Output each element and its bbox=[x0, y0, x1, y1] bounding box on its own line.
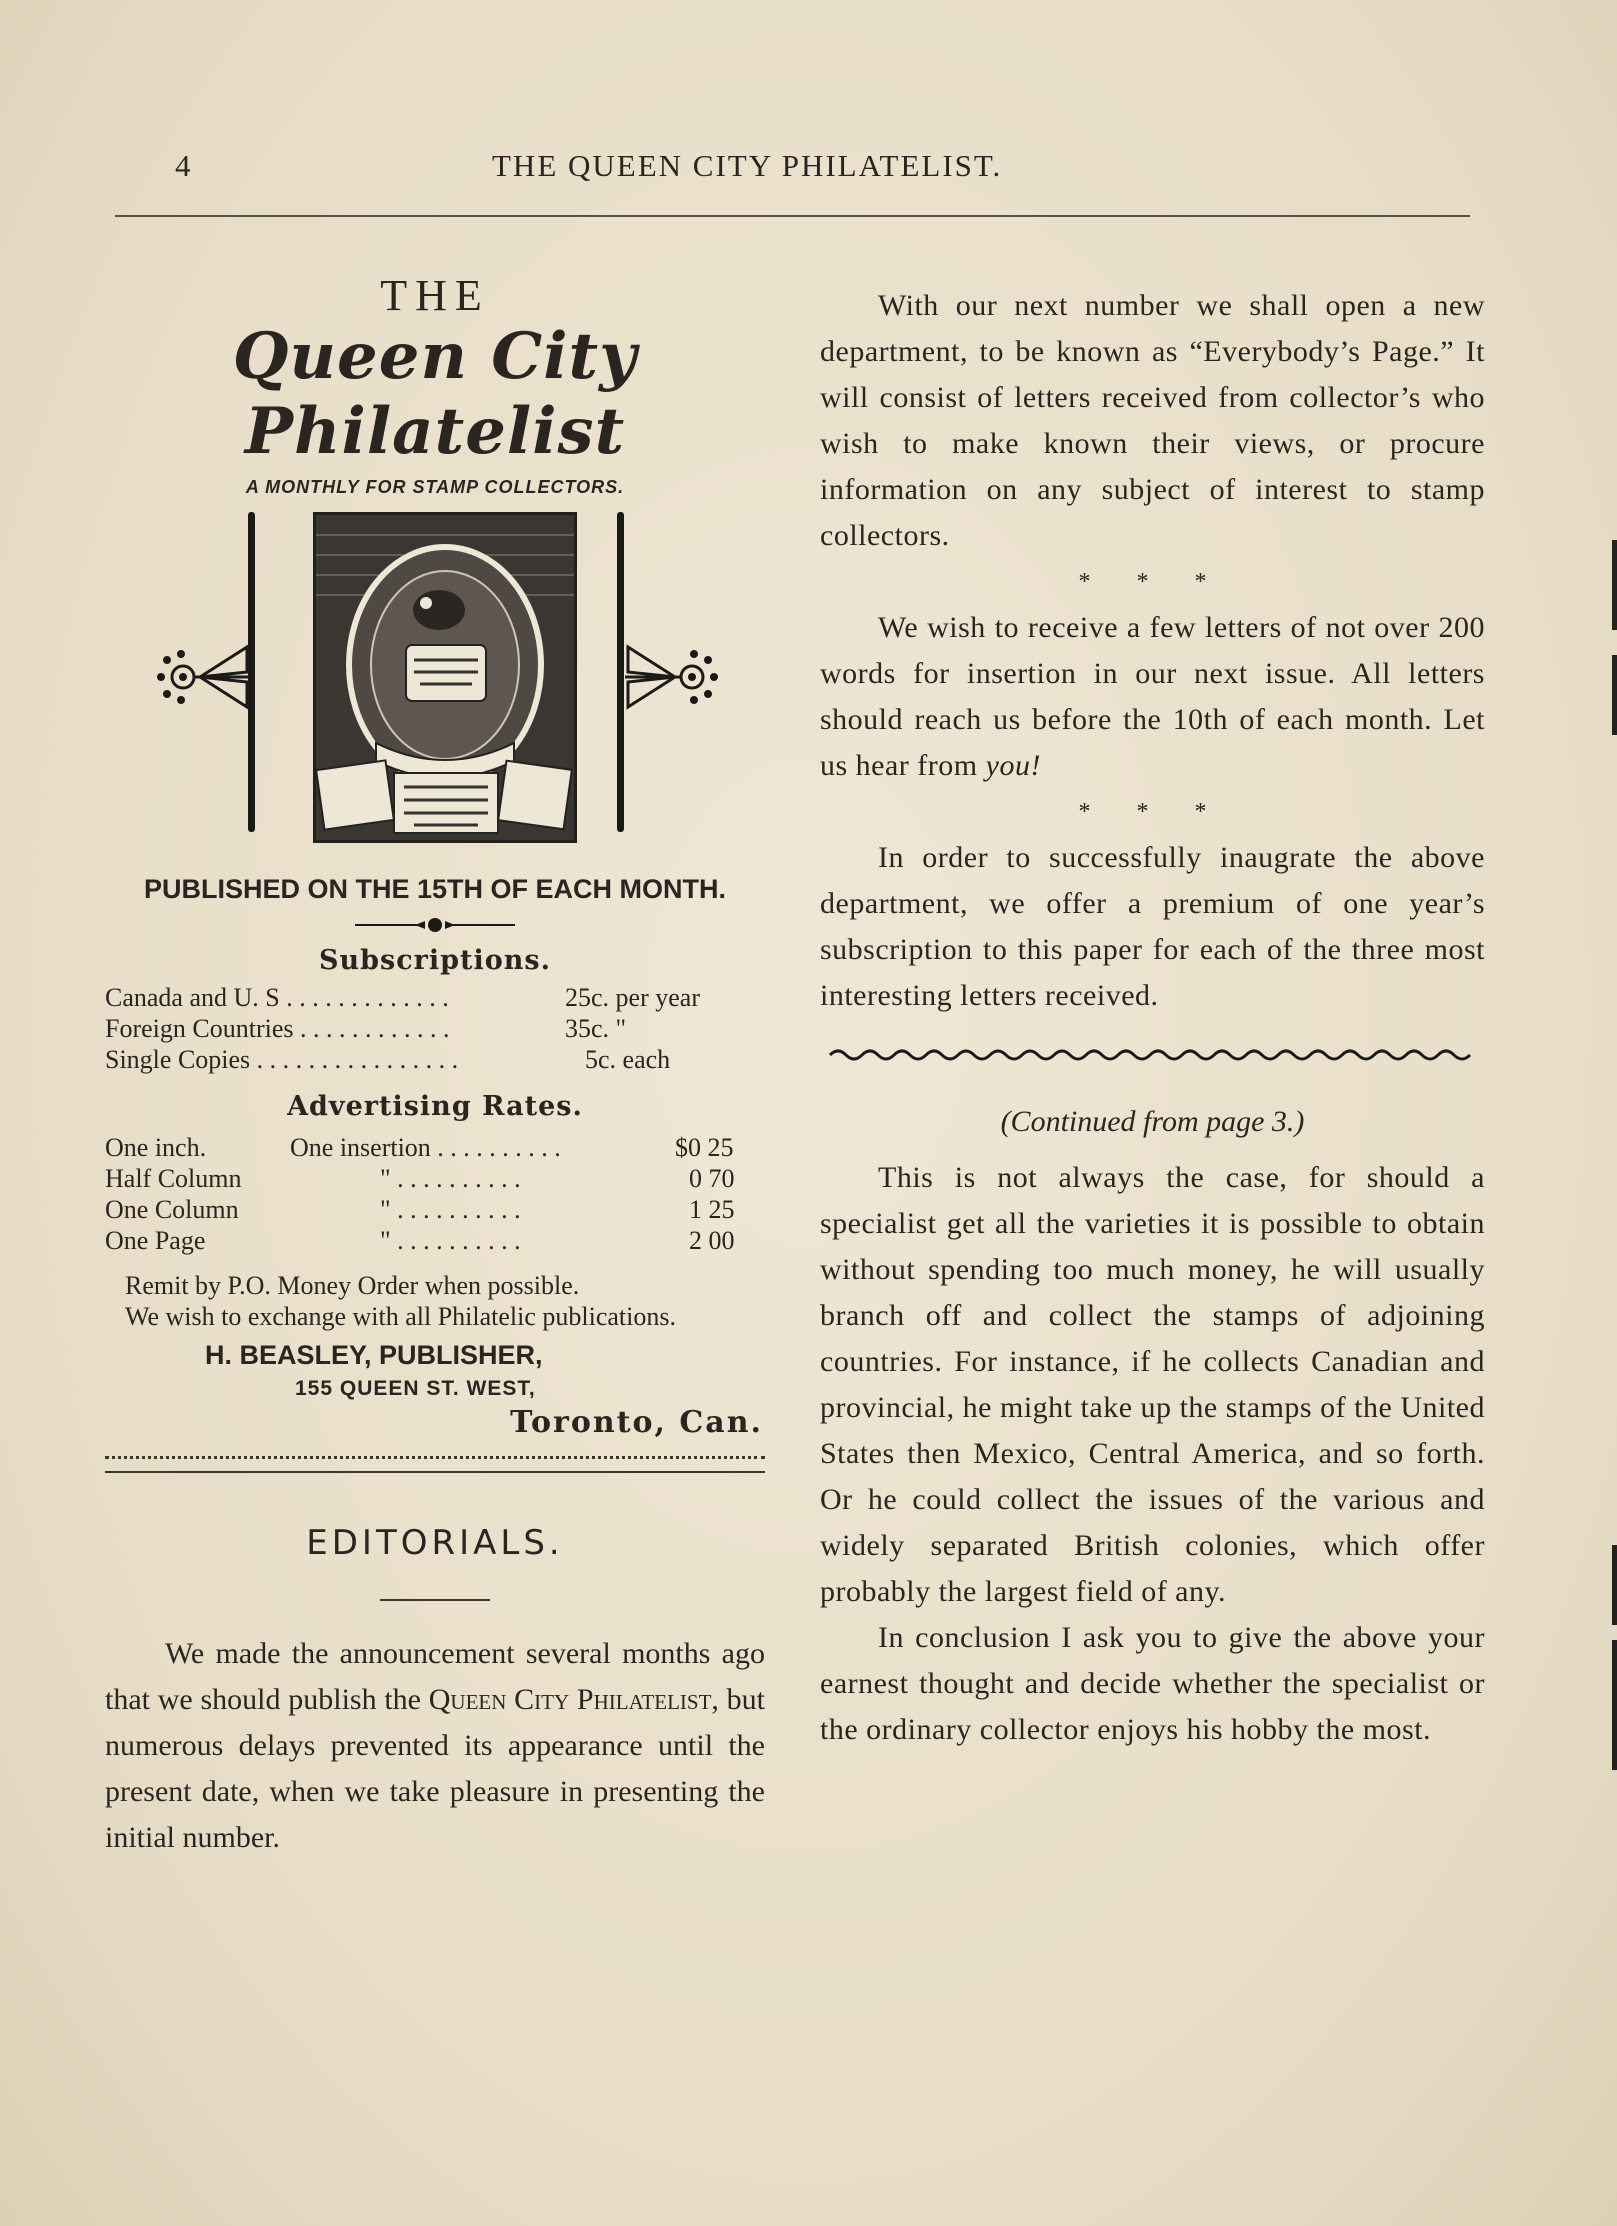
page-edge-mark bbox=[1612, 655, 1617, 735]
ad-price: 1 25 bbox=[689, 1195, 735, 1224]
ad-item: One Column bbox=[105, 1195, 239, 1224]
editorials-rule bbox=[380, 1599, 490, 1601]
running-title: THE QUEEN CITY PHILATELIST. bbox=[492, 148, 1003, 183]
publication-schedule: PUBLISHED ON THE 15TH OF EACH MONTH. bbox=[143, 874, 727, 904]
continued-article bbox=[820, 1155, 1485, 1753]
editorials-heading: EDITORIALS. bbox=[306, 1523, 564, 1563]
exchange-notice: We wish to exchange with all Philatelic publications. bbox=[125, 1302, 677, 1331]
letters-text: We wish to receive a few letters of not over 200 words for insertion in our next issue. All letters should reach us before the 10th of each month. Let us hear from bbox=[820, 611, 1485, 782]
subscription-label: Foreign Countries . . . . . . . . . . . . bbox=[105, 1014, 450, 1043]
ad-item: One Page bbox=[105, 1226, 206, 1255]
left-column bbox=[105, 270, 765, 1861]
section-stars: * * * bbox=[1078, 799, 1227, 825]
subscription-price: 25c. per year bbox=[565, 983, 700, 1012]
page-edge-mark bbox=[1612, 1640, 1617, 1770]
header-rule bbox=[115, 215, 1470, 217]
notices bbox=[105, 1270, 765, 1332]
ad-price: $0 25 bbox=[675, 1133, 734, 1162]
subscription-row bbox=[105, 982, 765, 1013]
advertising-heading: Advertising Rates. bbox=[287, 1091, 583, 1122]
left-ornament-icon bbox=[155, 642, 255, 712]
masthead-subtitle: A MONTHLY FOR STAMP COLLECTORS. bbox=[245, 477, 625, 497]
department-paragraph: With our next number we shall open a new department, to be known as “Everybody’s Page.” It will consist of letters received from collector’s who wish to make known their views, or procure information on any subject of interest to stamp collectors. bbox=[820, 289, 1485, 552]
subscription-price: 5c. each bbox=[585, 1045, 671, 1074]
letters-emphasis: you! bbox=[985, 749, 1041, 782]
editorial-text: We made the announcement several months ago that we should publish the bbox=[105, 1637, 765, 1716]
subscription-row bbox=[105, 1044, 765, 1075]
editorials-body bbox=[105, 1631, 765, 1861]
publisher-city: Toronto, Can. bbox=[510, 1405, 763, 1440]
publisher-emblem bbox=[105, 512, 765, 862]
ad-item: Half Column bbox=[105, 1164, 242, 1193]
publisher-stamp-logo bbox=[313, 512, 577, 843]
ad-detail: " . . . . . . . . . . bbox=[380, 1164, 521, 1193]
stamp-engraving-icon bbox=[316, 515, 574, 840]
ad-detail: " . . . . . . . . . . bbox=[380, 1226, 521, 1255]
page-edge-mark bbox=[1612, 1545, 1617, 1625]
announcement-section bbox=[820, 283, 1485, 1019]
page-edge-mark bbox=[1612, 540, 1617, 630]
divider-ornament bbox=[105, 915, 765, 935]
section-stars: * * * bbox=[1078, 569, 1227, 595]
continued-note: (Continued from page 3.) bbox=[1000, 1105, 1305, 1138]
letters-paragraph bbox=[820, 605, 1485, 789]
section-divider bbox=[105, 1456, 765, 1473]
conclusion-paragraph: In conclusion I ask you to give the above your earnest thought and decide whether the specialist or the ordinary collector enjoys his hobby the most. bbox=[820, 1621, 1485, 1746]
page-number: 4 bbox=[175, 148, 191, 183]
ad-detail: " . . . . . . . . . . bbox=[380, 1195, 521, 1224]
right-column bbox=[820, 283, 1485, 1753]
subscriptions-table bbox=[105, 982, 765, 1075]
ad-price: 2 00 bbox=[689, 1226, 735, 1255]
running-header bbox=[110, 140, 1480, 190]
masthead-title: Queen City Philatelist bbox=[232, 319, 638, 469]
advertising-row bbox=[105, 1132, 765, 1163]
advertising-row bbox=[105, 1225, 765, 1256]
editorial-paragraph bbox=[105, 1631, 765, 1861]
ad-detail: One insertion . . . . . . . . . . bbox=[290, 1133, 561, 1162]
publisher-address: 155 QUEEN ST. WEST, bbox=[295, 1377, 536, 1400]
publisher-name: H. BEASLEY, PUBLISHER, bbox=[205, 1340, 543, 1370]
editorial-text: , but numerous delays prevented its appearance until the present date, when we take pleasure in presenting the initial number. bbox=[105, 1683, 765, 1854]
divider-dot-icon bbox=[345, 915, 525, 935]
wavy-rule-icon bbox=[820, 1045, 1485, 1065]
right-ornament-icon bbox=[620, 642, 720, 712]
ad-item: One inch. bbox=[105, 1133, 207, 1162]
paper-name: Queen City Philatelist bbox=[428, 1683, 712, 1716]
remit-notice: Remit by P.O. Money Order when possible. bbox=[125, 1271, 580, 1300]
advertising-row bbox=[105, 1194, 765, 1225]
advertising-row bbox=[105, 1163, 765, 1194]
subscription-row bbox=[105, 1013, 765, 1044]
advertising-table bbox=[105, 1132, 765, 1256]
ad-price: 0 70 bbox=[689, 1164, 735, 1193]
subscriptions-heading: Subscriptions. bbox=[319, 945, 551, 976]
wavy-divider bbox=[820, 1045, 1485, 1065]
premium-paragraph: In order to successfully inaugrate the above department, we offer a premium of one year’s subscription to this paper for each of the three most interesting letters received. bbox=[820, 841, 1485, 1012]
subscription-label: Canada and U. S . . . . . . . . . . . . . bbox=[105, 983, 449, 1012]
subscription-price: 35c. " bbox=[565, 1014, 627, 1043]
subscription-label: Single Copies . . . . . . . . . . . . . . . . bbox=[105, 1045, 459, 1074]
article-paragraph: This is not always the case, for should a specialist get all the varieties it is possible to obtain without spending too much money, he will usually branch off and collect the stamps of adjoining countries. For instance, if he collects Canadian and provincial, he might take up the stamps of the United States then Mexico, Central America, and so forth. Or he could collect the issues of the various and widely separated British colonies, which offer probably the largest field of any. bbox=[820, 1161, 1485, 1608]
masthead-the: THE bbox=[380, 271, 490, 320]
